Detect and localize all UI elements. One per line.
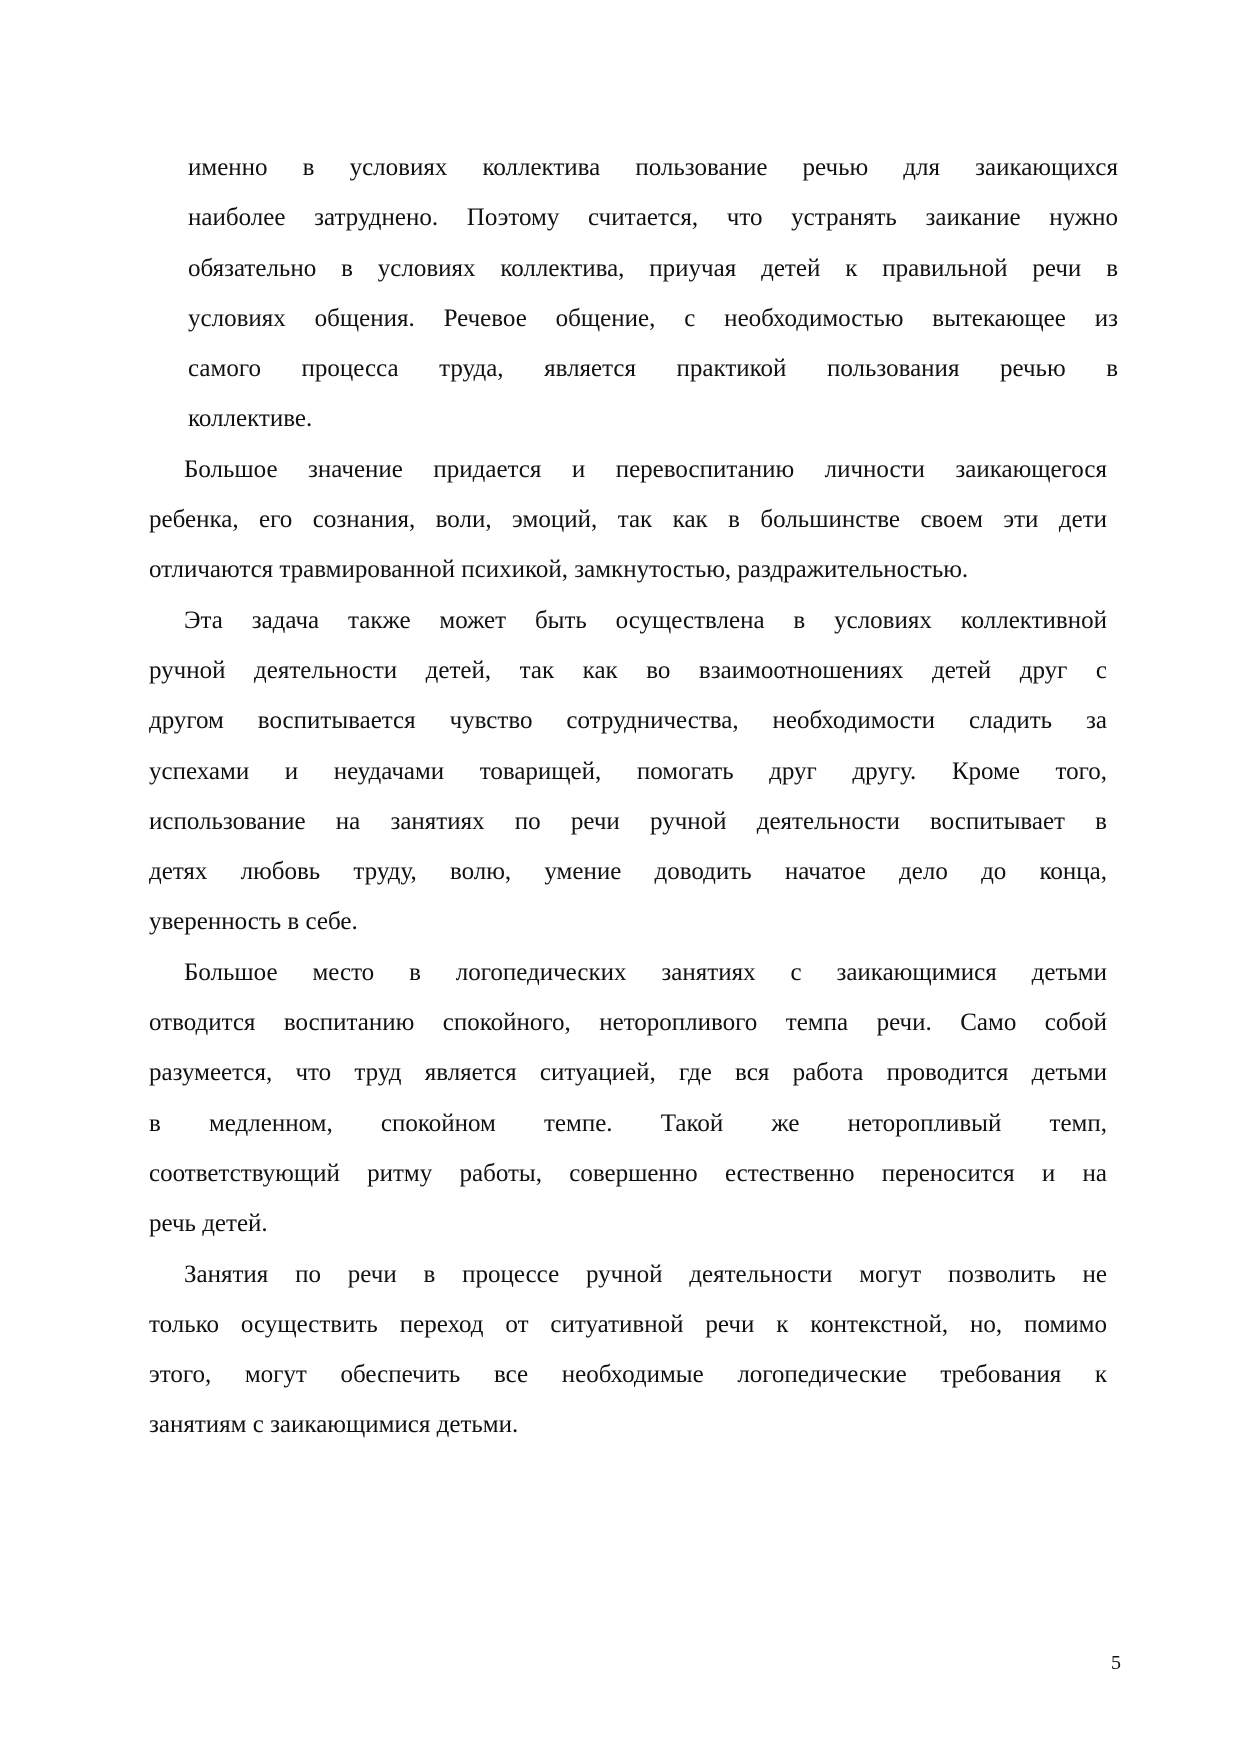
paragraph-2	[149, 445, 1107, 596]
text-line: условиях общения. Речевое общение, с необходимостью вытекающее из	[188, 304, 1118, 332]
text-line: соответствующий ритму работы, совершенно естественно переносится и на	[149, 1159, 1107, 1187]
page-number: 5	[1111, 1652, 1121, 1674]
text-line: уверенность в себе.	[149, 908, 358, 936]
text-line: самого процесса труда, является практикой пользования речью в	[188, 355, 1118, 383]
text-line: речь детей.	[149, 1210, 268, 1238]
text-line: детях любовь труду, волю, умение доводить начатое дело до конца,	[149, 858, 1107, 886]
text-line: отводится воспитанию спокойного, неторопливого темпа речи. Само собой	[149, 1009, 1107, 1037]
text-line: отличаются травмированной психикой, замкнутостью, раздражительностью.	[149, 556, 969, 584]
text-line: Эта задача также может быть осуществлена в условиях коллективной	[184, 606, 1107, 634]
document-body	[149, 143, 1118, 1451]
text-line: другом воспитывается чувство сотрудничества, необходимости сладить за	[149, 707, 1107, 735]
paragraph-4	[149, 948, 1107, 1250]
text-line: коллективе.	[188, 405, 313, 433]
text-line: в медленном, спокойном темпе. Такой же неторопливый темп,	[149, 1109, 1107, 1137]
text-line: Занятия по речи в процессе ручной деятельности могут позволить не	[184, 1260, 1107, 1288]
text-line: успехами и неудачами товарищей, помогать друг другу. Кроме того,	[149, 757, 1107, 785]
text-line: разумеется, что труд является ситуацией, где вся работа проводится детьми	[149, 1059, 1107, 1087]
text-line: использование на занятиях по речи ручной деятельности воспитывает в	[149, 807, 1107, 835]
paragraph-1	[188, 143, 1118, 445]
text-line: Большое значение придается и перевоспитанию личности заикающегося	[184, 455, 1107, 483]
text-line: этого, могут обеспечить все необходимые логопедические требования к	[149, 1361, 1107, 1389]
text-line: только осуществить переход от ситуативной речи к контекстной, но, помимо	[149, 1310, 1107, 1338]
text-line: именно в условиях коллектива пользование речью для заикающихся	[188, 154, 1118, 181]
text-line: Большое место в логопедических занятиях с заикающимися детьми	[184, 958, 1107, 986]
text-line: ребенка, его сознания, воли, эмоций, так как в большинстве своем эти дети	[149, 506, 1107, 534]
paragraph-5	[149, 1250, 1107, 1451]
text-line: занятиям с заикающимися детьми.	[149, 1411, 519, 1439]
text-line: ручной деятельности детей, так как во взаимоотношениях детей друг с	[149, 656, 1107, 684]
paragraph-3	[149, 596, 1107, 948]
text-line: наиболее затруднено. Поэтому считается, что устранять заикание нужно	[188, 204, 1118, 232]
text-line: обязательно в условиях коллектива, приучая детей к правильной речи в	[188, 254, 1118, 282]
